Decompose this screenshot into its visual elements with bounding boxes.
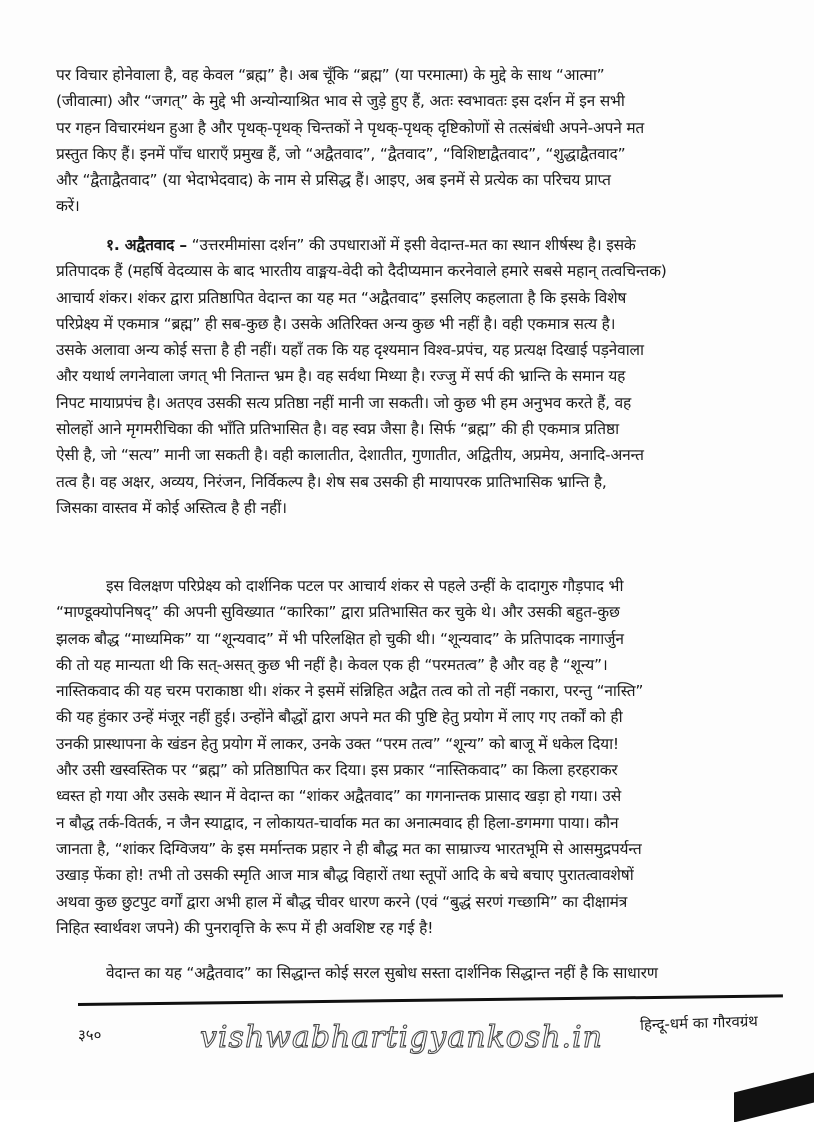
text-line: परिप्रेक्ष्य में एकमात्र “ब्रह्म” ही सब-कुछ है। उसके अतिरिक्त अन्य कुछ भी नहीं है। वही एकमात्र सत्य है। [56,314,616,333]
text-line: उखाड़ फेंका हो! तभी तो उसकी स्मृति आज मात्र बौद्ध विहारों तथा स्तूपों आदि के बचे बचाए पुरातत्वावशेषों [56,866,634,885]
scan-edge-shadow [734,1070,814,1122]
text-line: पर विचार होनेवाला है, वह केवल “ब्रह्म” है। अब चूँकि “ब्रह्म” (या परमात्मा) के मुद्दे के साथ “आत्मा” [56,66,605,84]
text-line: नास्तिकवाद की यह चरम पराकाष्ठा थी। शंकर ने इसमें संन्निहित अद्वैत तत्व को तो नहीं नकारा, परन्तु “नास्ति” [56,682,644,701]
text-line: न बौद्ध तर्क-वितर्क, न जैन स्याद्वाद, न लोकायत-चार्वाक मत का अनात्मवाद ही हिला-डगमगा पाया। कौन [56,813,619,832]
text-line: (जीवात्मा) और “जगत्” के मुद्दे भी अन्योन्याश्रित भाव से जुड़े हुए हैं, अतः स्वभावतः इस दर्शन में इन सभी [56,92,625,111]
text-line: आचार्य शंकर। शंकर द्वारा प्रतिष्ठापित वेदान्त का यह मत “अद्वैतवाद” इसलिए कहलाता है कि इसके विशेष [56,288,627,307]
text-line: ऐसी है, जो “सत्य” मानी जा सकती है। वही कालातीत, देशातीत, गुणातीत, अद्वितीय, अप्रमेय, अनादि-अनन्त [56,446,644,465]
paragraph-shankar-history [56,573,761,941]
heading-line-text: “उत्तरमीमांसा दर्शन” की उपधाराओं में इसी वेदान्त-मत का स्थान शीर्षस्थ है। इसके [186,236,636,254]
section-heading: १. अद्वैतवाद – [106,236,187,254]
text-line: वेदान्त का यह “अद्वैतवाद” का सिद्धान्त कोई सरल सुबोध सस्ता दार्शनिक सिद्धान्त नहीं है कि साधारण [106,964,658,982]
text-line: प्रस्तुत किए हैं। इनमें पाँच धाराएँ प्रमुख हैं, जो “अद्वैतवाद”, “द्वैतवाद”, “विशिष्टाद्वैतवाद”, “शुद्धाद्वैतवाद” [56,144,626,163]
text-line: झलक बौद्ध “माध्यमिक” या “शून्यवाद” में भी परिलक्षित हो चुकी थी। “शून्यवाद” के प्रतिपादक नागार्जुन [56,629,624,648]
text-line: करें। [56,197,80,216]
text-line: उनकी प्रास्थापना के खंडन हेतु प्रयोग में लाकर, उनके उक्त “परम तत्व” “शून्य” को बाजू में धकेल दिया! [56,734,619,753]
text-line: सोलहों आने मृगमरीचिका की भाँति प्रतिभासित है। वह स्वप्न जैसा है। सिर्फ “ब्रह्म” की ही एकमात्र प्रतिष्ठा [56,420,619,439]
text-line: और उसी खस्वस्तिक पर “ब्रह्म” को प्रतिष्ठापित कर दिया। इस प्रकार “नास्तिकवाद” का किला हरहराकर [56,761,618,780]
text-line: और यथार्थ लगनेवाला जगत् भी नितान्त भ्रम है। वह सर्वथा मिथ्या है। रज्जु में सर्प की भ्रान्ति के समान यह [56,367,626,386]
paragraph-continuation [56,960,761,986]
text-line: उसके अलावा अन्य कोई सत्ता है ही नहीं। यहाँ तक कि यह दृश्यमान विश्व-प्रपंच, यह प्रत्यक्ष दिखाई पड़नेवाला [56,341,644,360]
running-footer-title: हिन्दू-धर्म का गौरवग्रंथ [639,1011,759,1035]
text-line: जिसका वास्तव में कोई अस्तित्व है ही नहीं। [56,498,287,517]
text-line: तत्व है। वह अक्षर, अव्यय, निरंजन, निर्विकल्प है। शेष सब उसकी ही मायापरक प्रातिभासिक भ्रान्ति है, [56,472,607,491]
watermark: vishwabhartigyankosh.in [200,1020,603,1055]
text-line: प्रतिपादक हैं (महर्षि वेदव्यास के बाद भारतीय वाङ्मय-वेदी को दैदीप्यमान करनेवाले हमारे सबसे महान् तत्वचिन्तक) [56,262,667,281]
text-line: निहित स्वार्थवश जपने) की पुनरावृत्ति के रूप में ही अवशिष्ट रह गई है! [56,918,434,937]
text-line: निपट मायाप्रपंच है। अतएव उसकी सत्य प्रतिष्ठा नहीं मानी जा सकती। जो कुछ भी हम अनुभव करते हैं, वह [56,393,632,412]
text-line: की तो यह मान्यता थी कि सत्-असत् कुछ भी नहीं है। केवल एक ही “परमतत्व” है और वह है “शून्य”। [56,655,608,674]
paragraph-advaitavad [56,232,761,521]
page-number: ३५० [78,1026,102,1044]
text-line: पर गहन विचारमंथन हुआ है और पृथक्-पृथक् चिन्तकों ने पृथक्-पृथक् दृष्टिकोणों से तत्संबंधी अपने-अपने मत [56,118,645,137]
text-line: जानता है, “शांकर दिग्विजय” के इस मर्मान्तक प्रहार ने ही बौद्ध मत का साम्राज्य भारतभूमि से आसमुद्रपर्यन्त [56,839,642,858]
text-line: अथवा कुछ छुटपुट वर्गों द्वारा अभी हाल में बौद्ध चीवर धारण करने (एवं “बुद्धं सरणं गच्छामि” का दीक्षामंत्र [56,892,628,911]
text-line [56,232,761,258]
text-line: की यह हुंकार उन्हें मंजूर नहीं हुई। उन्होंने बौद्धों द्वारा अपने मत की पुष्टि हेतु प्रयोग में लाए गए तर्कों को ही [56,708,623,727]
footer-divider [78,994,783,1006]
text-line: और “द्वैताद्वैतवाद” (या भेदाभेदवाद) के नाम से प्रसिद्ध हैं। आइए, अब इनमें से प्रत्येक का परिचय प्राप्त [56,171,611,190]
text-line: “माण्डूक्योपनिषद्” की अपनी सुविख्यात “कारिका” द्वारा प्रतिभासित कर चुके थे। और उसकी बहुत-कुछ [56,603,620,622]
text-line: इस विलक्षण परिप्रेक्ष्य को दार्शनिक पटल पर आचार्य शंकर से पहले उन्हीं के दादागुरु गौड़पाद भी [106,577,624,595]
paragraph-intro [56,62,761,220]
text-line: ध्वस्त हो गया और उसके स्थान में वेदान्त का “शांकर अद्वैतवाद” का गगनान्तक प्रासाद खड़ा हो गया। उसे [56,787,621,806]
